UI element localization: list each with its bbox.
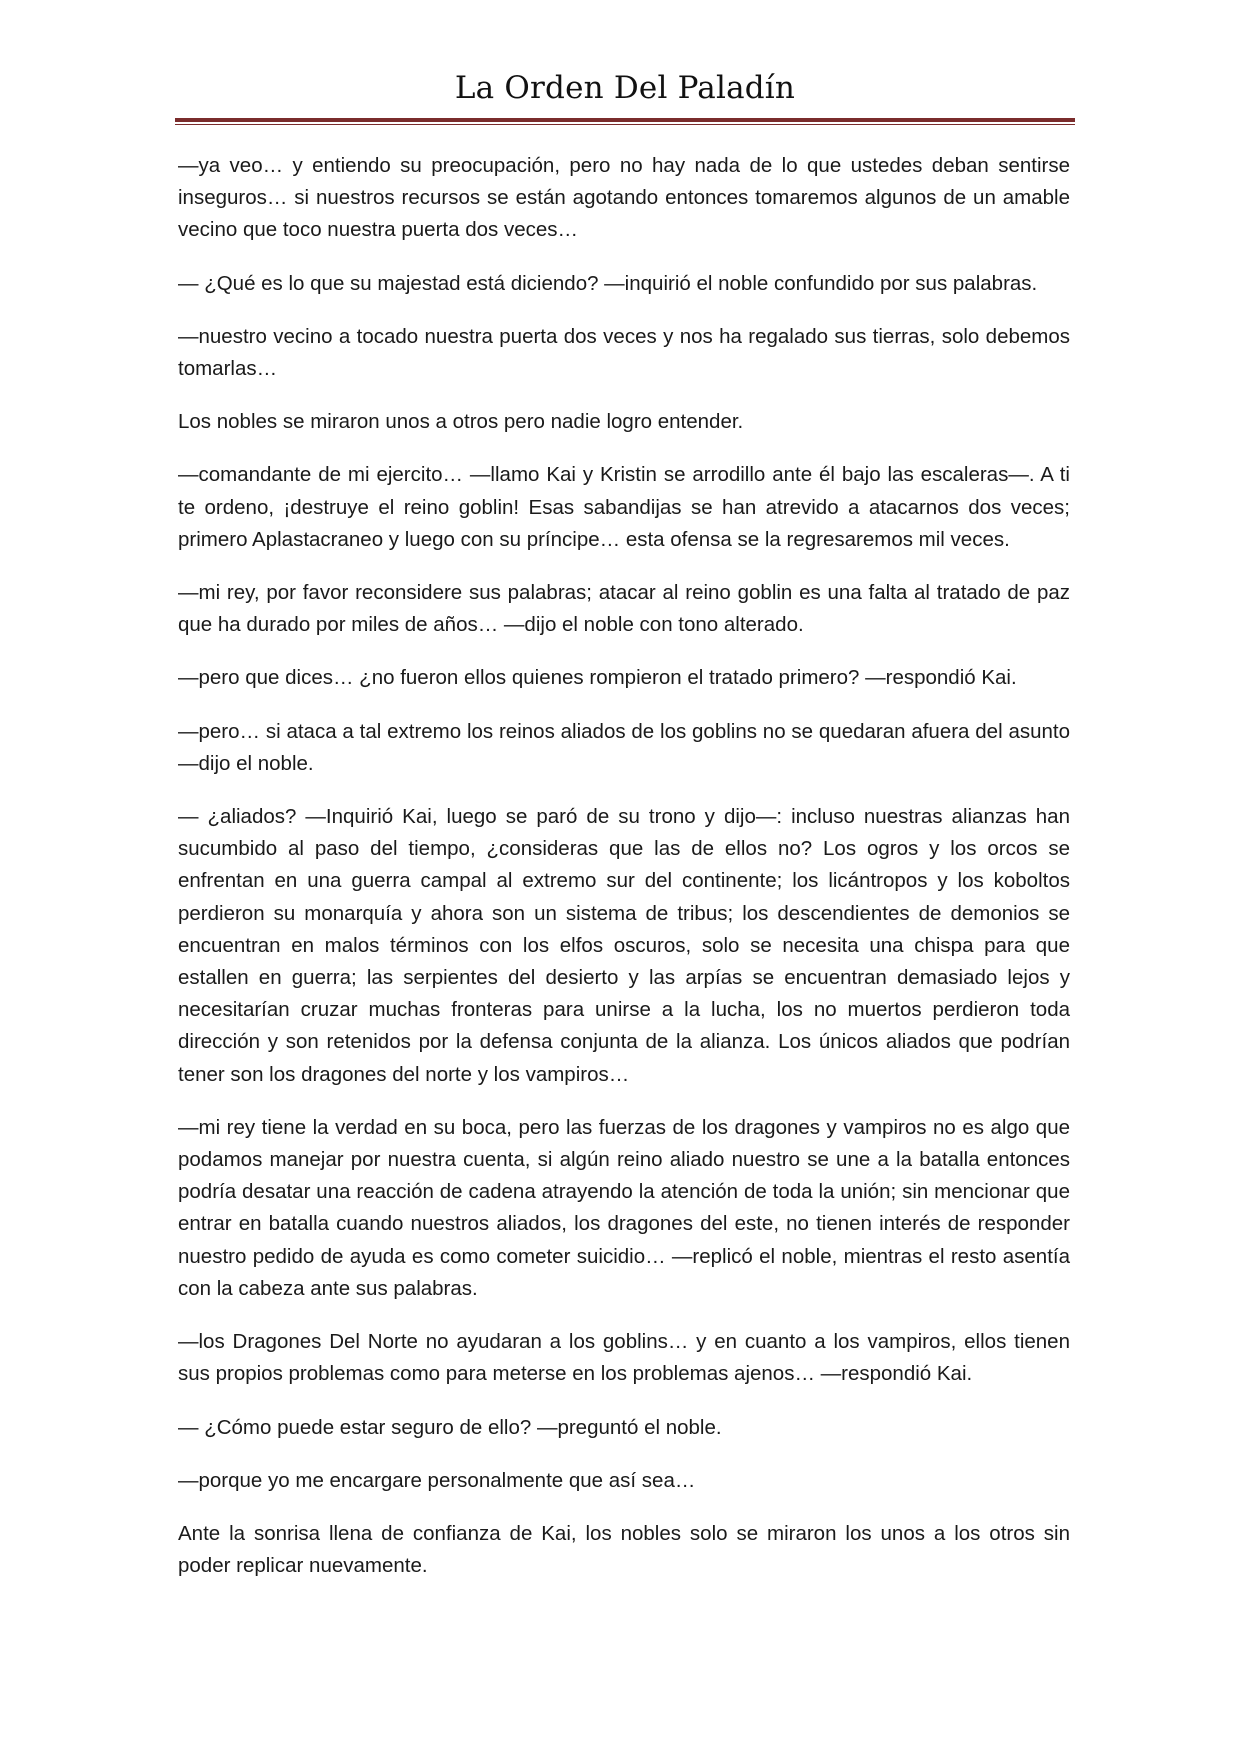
paragraph: —porque yo me encargare personalmente que así sea… xyxy=(178,1468,696,1492)
book-title: La Orden Del Paladín xyxy=(454,70,796,106)
body-text xyxy=(178,150,1070,1603)
paragraph: —mi rey, por favor reconsidere sus palabras; atacar al reino goblin es una falta al tratado de paz que ha durado por miles de años… —dijo el noble con tono alterado. xyxy=(178,581,1070,637)
paragraph: —comandante de mi ejercito… —llamo Kai y Kristin se arrodillo ante él bajo las escaleras—. A ti te ordeno, ¡destruye el reino goblin! Esas sabandijas se han atrevido a atacarnos dos veces; primero Aplastacraneo y luego con su príncipe… esta ofensa se la regresaremos mil veces. xyxy=(178,463,1070,551)
paragraph: —pero que dices… ¿no fueron ellos quienes rompieron el tratado primero? —respondió Kai. xyxy=(178,666,1017,690)
paragraph: — ¿aliados? —Inquirió Kai, luego se paró de su trono y dijo—: incluso nuestras alianzas han sucumbido al paso del tiempo, ¿consideras que las de ellos no? Los ogros y los orcos se enfrentan en una guerra campal al extremo sur del continente; los licántropos y los koboltos perdieron su monarquía y ahora son un sistema de tribus; los descendientes de demonios se encuentran en malos términos con los elfos oscuros, solo se necesita una chispa para que estallen en guerra; las serpientes del desierto y las arpías se encuentran demasiado lejos y necesitarían cruzar muchas fronteras para unirse a la lucha, los no muertos perdieron toda dirección y son retenidos por la defensa conjunta de la alianza. Los únicos aliados que podrían tener son los dragones del norte y los vampiros… xyxy=(178,805,1070,1086)
paragraph: —pero… si ataca a tal extremo los reinos aliados de los goblins no se quedaran afuera del asunto —dijo el noble. xyxy=(178,719,1070,775)
header-rule-thick xyxy=(175,118,1075,122)
paragraph: Ante la sonrisa llena de confianza de Kai, los nobles solo se miraron los unos a los otros sin poder replicar nuevamente. xyxy=(178,1521,1070,1578)
paragraph: — ¿Qué es lo que su majestad está diciendo? —inquirió el noble confundido por sus palabras. xyxy=(178,271,1038,295)
paragraph: Los nobles se miraron unos a otros pero nadie logro entender. xyxy=(178,410,744,434)
paragraph: —mi rey tiene la verdad en su boca, pero las fuerzas de los dragones y vampiros no es algo que podamos manejar por nuestra cuenta, si algún reino aliado nuestro se une a la batalla entonces podría desatar una reacción de cadena atrayendo la atención de toda la unión; sin mencionar que entrar en batalla cuando nuestros aliados, los dragones del este, no tienen interés de responder nuestro pedido de ayuda es como cometer suicidio… —replicó el noble, mientras el resto asentía con la cabeza ante sus palabras. xyxy=(178,1115,1070,1300)
header-rule-thin xyxy=(175,124,1075,125)
page-header xyxy=(175,68,1075,108)
paragraph: — ¿Cómo puede estar seguro de ello? —preguntó el noble. xyxy=(178,1415,722,1439)
paragraph: —los Dragones Del Norte no ayudaran a los goblins… y en cuanto a los vampiros, ellos tienen sus propios problemas como para meterse en los problemas ajenos… —respondió Kai. xyxy=(178,1330,1070,1386)
paragraph: —ya veo… y entiendo su preocupación, pero no hay nada de lo que ustedes deban sentirse inseguros… si nuestros recursos se están agotando entonces tomaremos algunos de un amable vecino que toco nuestra puerta dos veces… xyxy=(178,154,1070,242)
paragraph: —nuestro vecino a tocado nuestra puerta dos veces y nos ha regalado sus tierras, solo debemos tomarlas… xyxy=(178,324,1070,381)
